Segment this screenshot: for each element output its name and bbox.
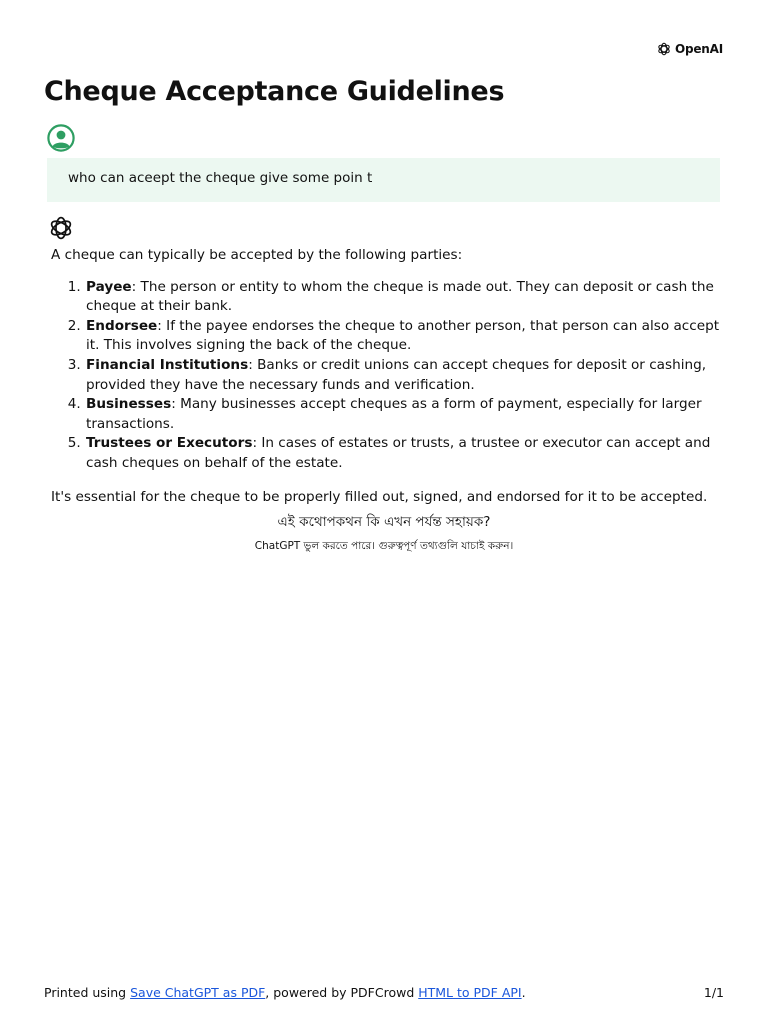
list-item-text: : Many businesses accept cheques as a form of payment, especially for larger transactions.	[86, 396, 702, 432]
openai-brand	[656, 41, 723, 57]
disclaimer-text: ChatGPT ভুল করতে পারে। গুরুত্বপূর্ণ তথ্যগুলি যাচাই করুন।	[254, 540, 514, 552]
list-item-text: : The person or entity to whom the cheque is made out. They can deposit or cash the cheque at their bank.	[86, 278, 714, 315]
html-to-pdf-api-link[interactable]: HTML to PDF API	[418, 985, 522, 1000]
answer-conclusion: It's essential for the cheque to be properly filled out, signed, and endorsed for it to be accepted.	[51, 488, 708, 505]
brand-name: OpenAI	[674, 42, 723, 56]
user-message	[47, 158, 720, 202]
list-item-term: Financial Institutions	[86, 356, 249, 373]
list-item	[85, 317, 723, 356]
save-chatgpt-pdf-link[interactable]: Save ChatGPT as PDF	[130, 985, 266, 1000]
list-item	[85, 434, 723, 473]
list-item-term: Payee	[86, 278, 132, 295]
list-item-term: Trustees or Executors	[86, 435, 253, 452]
page-footer	[44, 985, 724, 1000]
chatgpt-logo-icon	[47, 214, 75, 242]
page-title: Cheque Acceptance Guidelines	[44, 76, 505, 107]
footer-middle: , powered by PDFCrowd	[265, 985, 419, 1000]
footer-prefix: Printed using	[44, 985, 131, 1000]
assistant-answer	[51, 246, 723, 507]
list-item-term: Endorsee	[86, 317, 158, 334]
list-item	[85, 395, 723, 434]
list-item	[85, 356, 723, 395]
acceptance-list	[51, 278, 723, 474]
footer-credit	[44, 985, 526, 1000]
answer-intro: A cheque can typically be accepted by the following parties:	[51, 247, 463, 263]
openai-logo-icon	[656, 41, 672, 57]
list-item-text: : In cases of estates or trusts, a trustee or executor can accept and cash cheques on behalf of the estate.	[86, 435, 711, 471]
list-item-text: : Banks or credit unions can accept cheques for deposit or cashing, provided they have the necessary funds and verification.	[86, 356, 707, 393]
user-avatar-icon	[47, 124, 75, 152]
footer-suffix: .	[521, 985, 526, 1000]
list-item	[85, 278, 723, 317]
list-item-term: Businesses	[86, 396, 172, 413]
feedback-question: এই কথোপকথন কি এখন পর্যন্ত সহায়ক?	[277, 514, 491, 530]
user-message-text: who can aceept the cheque give some poin t	[68, 170, 373, 186]
page-number: 1/1	[703, 985, 724, 1000]
list-item-text: : If the payee endorses the cheque to another person, that person can also accept it. This involves signing the back of the cheque.	[86, 317, 720, 354]
